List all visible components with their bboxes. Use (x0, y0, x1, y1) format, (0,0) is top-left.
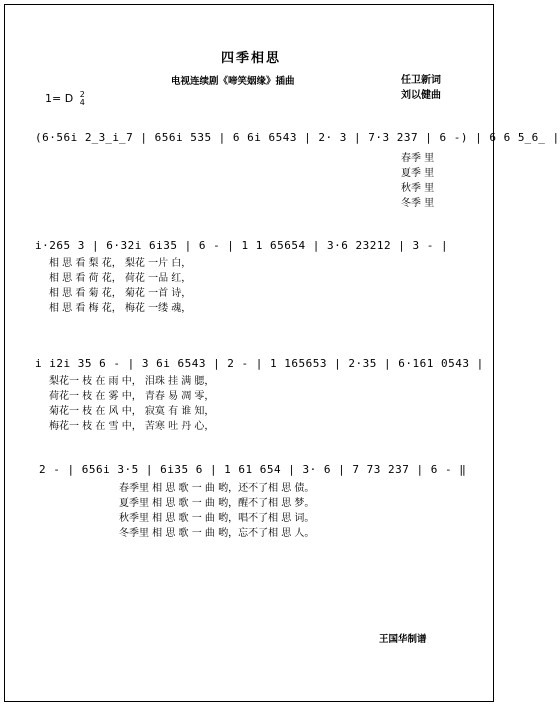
lyric-line: 冬季里 相 思 歌 一 曲 哟，忘不了相 思 人。 (119, 528, 315, 539)
lyrics-block-3 (49, 374, 214, 434)
key-label: 1= D (45, 92, 74, 105)
lyric-line: 相 思 看 荷 花， 荷花 一品 红， (49, 273, 192, 284)
score-page (4, 4, 560, 702)
lyric-line: 秋季里 相 思 歌 一 曲 哟，唱不了相 思 词。 (119, 513, 315, 524)
lyrics-block-1 (401, 151, 434, 211)
lyric-line: 菊花一 枝 在 风 中， 寂寞 有 谁 知， (49, 406, 215, 417)
lyric-line: 相 思 看 梨 花， 梨花 一片 白， (49, 258, 192, 269)
lyrics-block-2 (49, 256, 191, 316)
lyric-line: 夏季里 相 思 歌 一 曲 哟，醒不了相 思 梦。 (119, 498, 315, 509)
engraver-credit: 王国华制谱 (379, 634, 427, 645)
notation-line-3: i i2i 35 6 - | 3 6i 6543 | 2 - | 1 165653 | 2·35 | 6·161 0543 | (35, 357, 484, 370)
lyric-line: 秋季 里 (401, 183, 435, 194)
lyric-line: 梅花一 枝 在 雪 中， 苦寒 吐 丹 心， (49, 421, 215, 432)
composer-credit: 刘以健曲 (401, 90, 441, 101)
lyrics-block-4 (119, 481, 314, 541)
lyric-line: 春季里 相 思 歌 一 曲 哟，还不了相 思 债。 (119, 483, 315, 494)
notation-line-2: i·265 3 | 6·32i 6i35 | 6 - | 1 1 65654 | 3·6 23212 | 3 - | (35, 239, 449, 252)
key-signature (45, 91, 85, 107)
lyric-line: 荷花一 枝 在 雾 中， 青春 易 凋 零， (49, 391, 215, 402)
song-title: 四季相思 (220, 51, 281, 66)
time-sig-top: 2 (79, 90, 85, 99)
song-subtitle: 电视连续剧《啼笑姻缘》插曲 (171, 76, 295, 87)
time-signature (80, 91, 85, 107)
lyric-line: 春季 里 (401, 153, 435, 164)
lyric-line: 相 思 看 菊 花， 菊花 一首 诗， (49, 288, 192, 299)
lyric-line: 相 思 看 梅 花， 梅花 一缕 魂， (49, 303, 192, 314)
notation-line-4: 2 - | 656i 3·5 | 6i35 6 | 1 61 654 | 3· 6 | 7 73 237 | 6 - ‖ (39, 463, 467, 476)
notation-line-1: (6·56i 2̲3̲i̲7 | 656i 535 | 6 6i 6543 | 2· 3 | 7·3 237 | 6 -) | 6 6 5̲6̲ | (35, 131, 560, 144)
lyric-line: 冬季 里 (401, 198, 435, 209)
lyric-line: 梨花一 枝 在 雨 中， 泪珠 挂 满 腮， (49, 376, 215, 387)
time-sig-bottom: 4 (79, 98, 85, 107)
lyric-line: 夏季 里 (401, 168, 435, 179)
lyricist-credit: 任卫新词 (401, 75, 441, 86)
